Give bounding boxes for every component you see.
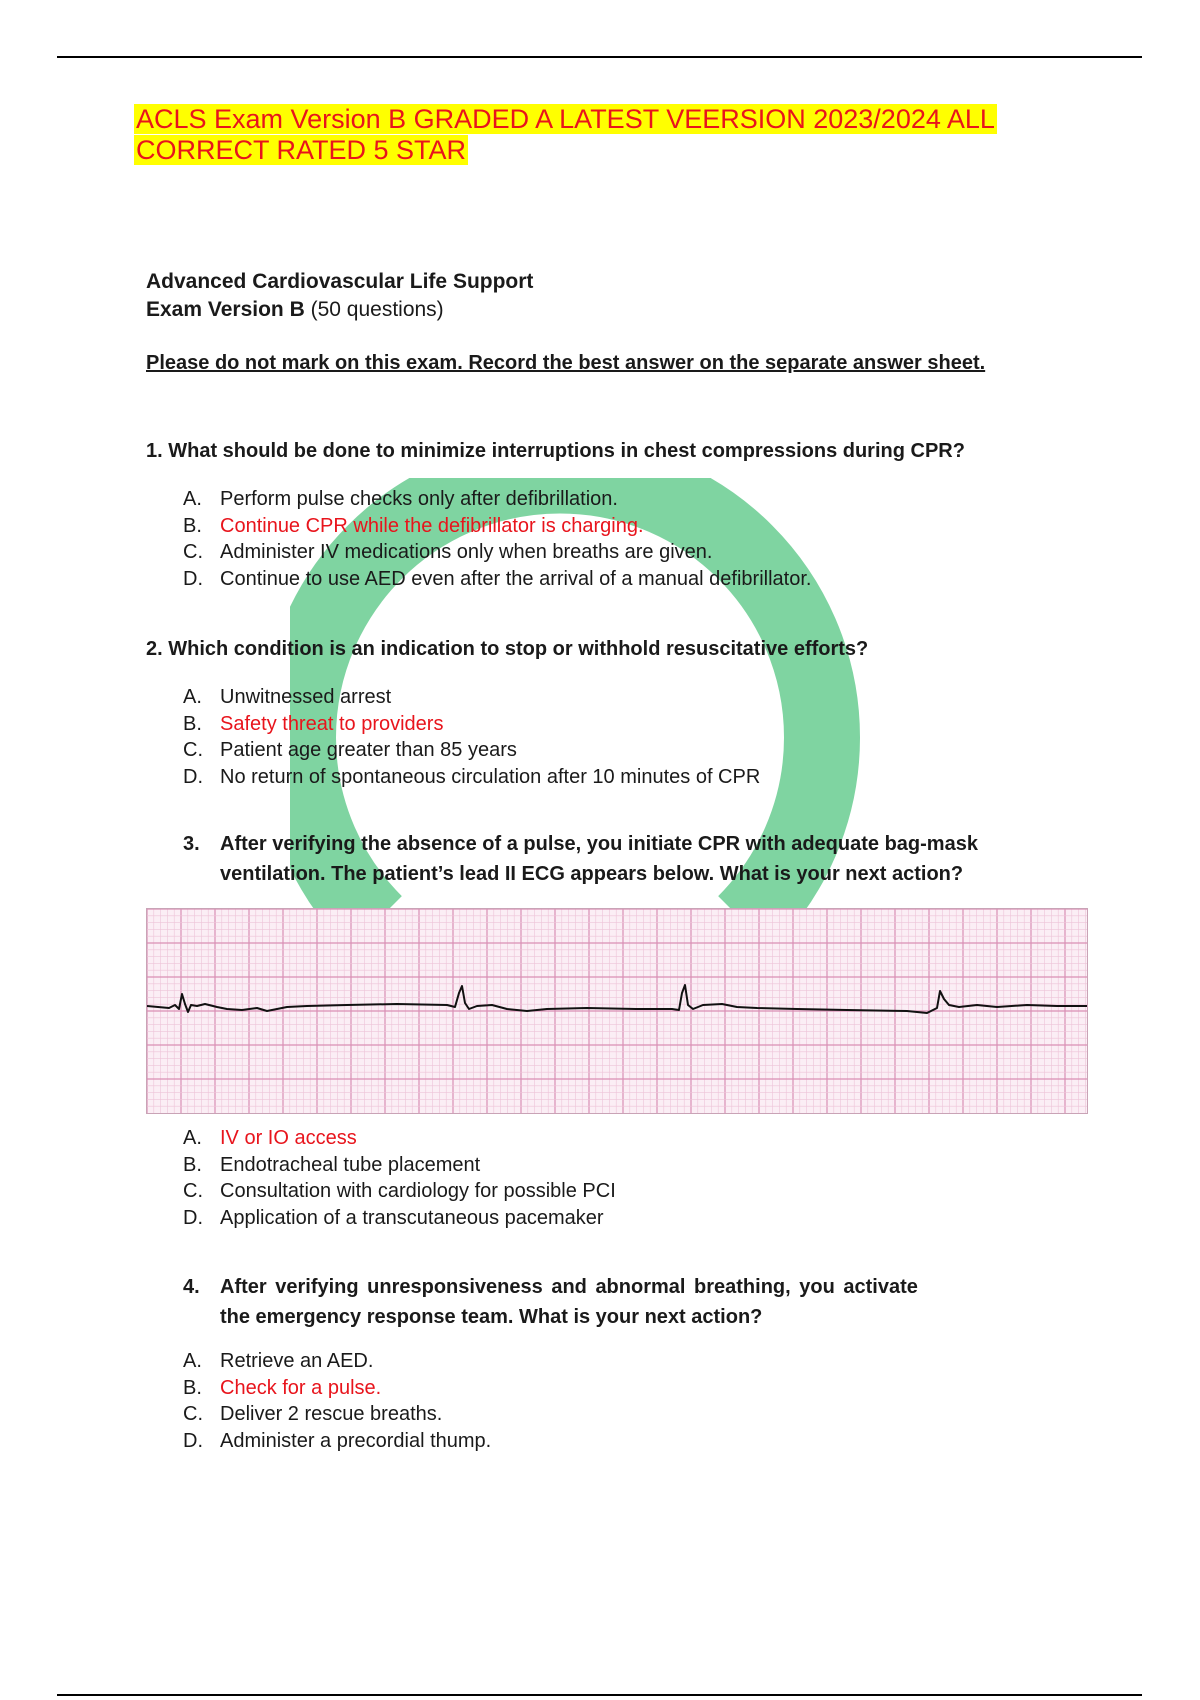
- exam-version-label: Exam Version B: [146, 298, 305, 321]
- option-3c: C. Consultation with cardiology for possible PCI: [183, 1180, 616, 1202]
- question-4-line-2: the emergency response team. What is your next action?: [220, 1306, 763, 1328]
- title-line-1: ACLS Exam Version B GRADED A LATEST VEERSION 2023/2024 ALL: [136, 104, 995, 134]
- top-rule: [57, 56, 1142, 58]
- question-1-options: [183, 486, 811, 592]
- question-count: (50 questions): [310, 298, 444, 321]
- ecg-strip: [146, 908, 1088, 1114]
- title-line-2: CORRECT RATED 5 STAR: [136, 135, 467, 165]
- exam-version: [146, 298, 444, 322]
- option-4c: C. Deliver 2 rescue breaths.: [183, 1403, 443, 1425]
- question-4: [183, 1272, 1003, 1332]
- question-1-text: 1. What should be done to minimize interruptions in chest compressions during CPR?: [146, 440, 965, 462]
- option-2b-correct: B. Safety threat to providers: [183, 712, 444, 735]
- ecg-lead-ii-image: [147, 909, 1087, 1113]
- course-title: Advanced Cardiovascular Life Support: [146, 270, 534, 293]
- option-2c: C. Patient age greater than 85 years: [183, 739, 517, 761]
- question-3-line-1: After verifying the absence of a pulse, you initiate CPR with adequate bag-mask: [220, 833, 978, 855]
- option-1c: C. Administer IV medications only when breaths are given.: [183, 541, 713, 563]
- question-4-options: [183, 1348, 491, 1454]
- document-title: [134, 104, 1034, 166]
- question-4-line-1: After verifying unresponsiveness and abnormal breathing, you activate: [220, 1276, 918, 1298]
- option-2d: D. No return of spontaneous circulation after 10 minutes of CPR: [183, 765, 761, 788]
- question-3: [183, 829, 1083, 889]
- option-3a-correct: A. IV or IO access: [183, 1127, 357, 1149]
- option-4b-correct: B. Check for a pulse.: [183, 1376, 382, 1399]
- question-2-text: 2. Which condition is an indication to stop or withhold resuscitative efforts?: [146, 638, 869, 660]
- option-4a: A. Retrieve an AED.: [183, 1350, 374, 1372]
- question-3-line-2: ventilation. The patient’s lead II ECG appears below. What is your next action?: [220, 863, 964, 885]
- option-1a: A. Perform pulse checks only after defibrillation.: [183, 488, 618, 510]
- question-1: [146, 436, 1146, 466]
- option-1d: D. Continue to use AED even after the arrival of a manual defibrillator.: [183, 567, 812, 590]
- option-3d: D. Application of a transcutaneous pacemaker: [183, 1206, 604, 1229]
- option-4d: D. Administer a precordial thump.: [183, 1429, 492, 1452]
- bottom-rule: [57, 1694, 1142, 1696]
- question-3-options: [183, 1125, 616, 1231]
- exam-instructions: Please do not mark on this exam. Record the best answer on the separate answer sheet.: [146, 352, 986, 374]
- option-1b-correct: B. Continue CPR while the defibrillator is charging.: [183, 514, 644, 537]
- question-2-options: [183, 684, 760, 790]
- option-2a: A. Unwitnessed arrest: [183, 686, 392, 708]
- option-3b: B. Endotracheal tube placement: [183, 1153, 481, 1176]
- question-3-number: 3.: [183, 833, 200, 855]
- question-4-number: 4.: [183, 1276, 200, 1298]
- question-2: [146, 634, 1146, 664]
